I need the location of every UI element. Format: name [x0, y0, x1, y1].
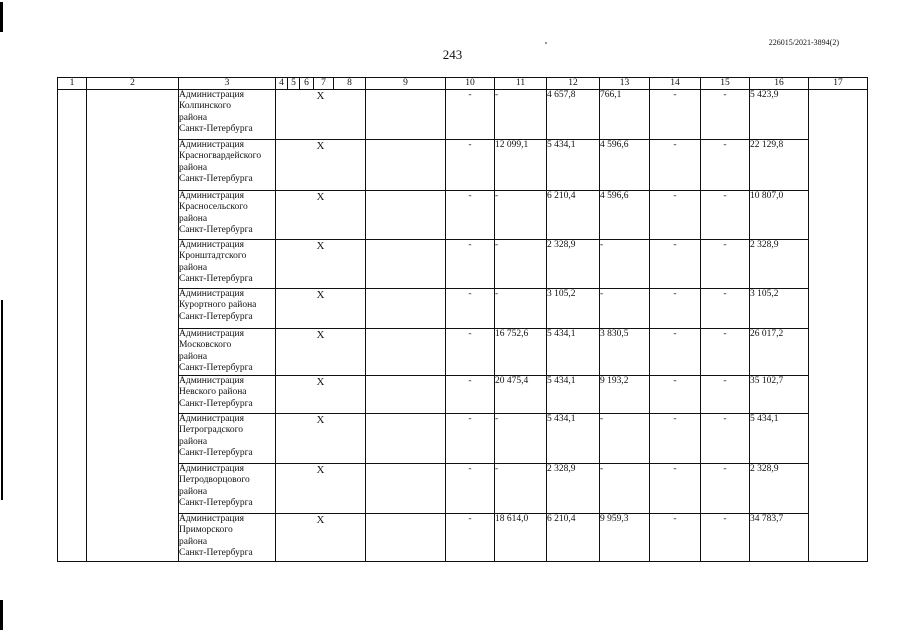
mark-cell: Х	[276, 414, 366, 464]
col13-cell: -	[600, 289, 650, 329]
col1-cell	[58, 414, 87, 464]
column-header: 10	[446, 78, 495, 90]
col9-cell	[366, 329, 446, 376]
col10-cell: -	[446, 240, 495, 289]
organization-line: Администрация	[179, 329, 244, 339]
organization-line: района	[179, 162, 208, 173]
mark-cell: Х	[276, 90, 366, 140]
organization-line: района	[179, 436, 208, 447]
col12-cell: 2 328,9	[547, 240, 600, 289]
col10-cell: -	[446, 514, 495, 562]
col11-cell: 18 614,0	[495, 514, 547, 562]
table-row	[58, 514, 868, 562]
col12-cell: 3 105,2	[547, 289, 600, 329]
col14-cell: -	[650, 191, 701, 240]
mark-cell: Х	[276, 191, 366, 240]
col11-cell: -	[495, 240, 547, 289]
header-row	[58, 78, 868, 90]
organization-cell	[179, 414, 276, 464]
organization-line: Петроградского	[179, 425, 244, 436]
col15-cell: -	[701, 329, 750, 376]
col13-cell: -	[600, 240, 650, 289]
col11-cell: -	[495, 90, 547, 140]
col9-cell	[366, 140, 446, 191]
page-number: 243	[442, 47, 463, 62]
table-row	[58, 414, 868, 464]
col13-cell: -	[600, 464, 650, 514]
col9-cell	[366, 514, 446, 562]
col2-cell	[87, 376, 179, 414]
col11-cell: 16 752,6	[495, 329, 547, 376]
organization-line: Петродворцового	[179, 475, 250, 486]
col11-cell: 20 475,4	[495, 376, 547, 414]
organization-line: Администрация	[179, 464, 244, 474]
col16-cell: 35 102,7	[750, 376, 809, 414]
organization-line: Приморского	[179, 525, 233, 536]
document-code: 226015/2021-3894(2)	[768, 38, 839, 47]
table-row	[58, 376, 868, 414]
column-header: 5	[288, 78, 300, 89]
mark-cell: Х	[276, 289, 366, 329]
col2-cell	[87, 191, 179, 240]
organization-line: Санкт-Петербурга	[179, 124, 253, 135]
col12-cell: 2 328,9	[547, 464, 600, 514]
col11-cell: -	[495, 289, 547, 329]
col9-cell	[366, 464, 446, 514]
col2-cell	[87, 140, 179, 191]
col11-cell: 12 099,1	[495, 140, 547, 191]
col17-cell	[809, 329, 868, 376]
column-header: 9	[366, 78, 446, 90]
col15-cell: -	[701, 240, 750, 289]
organization-cell	[179, 240, 276, 289]
col15-cell: -	[701, 376, 750, 414]
organization-line: Санкт-Петербурга	[179, 548, 253, 559]
organization-cell	[179, 376, 276, 414]
organization-line: Администрация	[179, 289, 244, 299]
organization-line: Колпинского	[179, 101, 231, 112]
col10-cell: -	[446, 289, 495, 329]
col1-cell	[58, 376, 87, 414]
col12-cell: 5 434,1	[547, 376, 600, 414]
col12-cell: 6 210,4	[547, 514, 600, 562]
col1-cell	[58, 240, 87, 289]
column-header: 11	[495, 78, 547, 90]
col14-cell: -	[650, 140, 701, 191]
column-header: 3	[179, 78, 276, 90]
col17-cell	[809, 140, 868, 191]
col10-cell: -	[446, 90, 495, 140]
organization-line: района	[179, 486, 208, 497]
organization-line: Санкт-Петербурга	[179, 225, 253, 236]
col14-cell: -	[650, 376, 701, 414]
col11-cell: -	[495, 414, 547, 464]
organization-cell	[179, 329, 276, 376]
col13-cell: -	[600, 414, 650, 464]
organization-line: района	[179, 112, 208, 123]
table-row	[58, 289, 868, 329]
organization-line: Невского района	[179, 387, 247, 398]
col9-cell	[366, 90, 446, 140]
organization-line: Администрация	[179, 376, 244, 386]
col1-cell	[58, 191, 87, 240]
mark-cell: Х	[276, 376, 366, 414]
organization-cell	[179, 90, 276, 140]
column-header: 15	[701, 78, 750, 90]
col2-cell	[87, 414, 179, 464]
col16-cell: 34 783,7	[750, 514, 809, 562]
col2-cell	[87, 329, 179, 376]
col10-cell: -	[446, 376, 495, 414]
col15-cell: -	[701, 514, 750, 562]
col17-cell	[809, 414, 868, 464]
col13-cell: 9 959,3	[600, 514, 650, 562]
col1-cell	[58, 329, 87, 376]
col12-cell: 6 210,4	[547, 191, 600, 240]
scan-edge-mark	[0, 2, 3, 32]
col1-cell	[58, 514, 87, 562]
col1-cell	[58, 140, 87, 191]
col10-cell: -	[446, 140, 495, 191]
col12-cell: 5 434,1	[547, 329, 600, 376]
col16-cell: 22 129,8	[750, 140, 809, 191]
col15-cell: -	[701, 414, 750, 464]
organization-line: Санкт-Петербурга	[179, 311, 253, 322]
col2-cell	[87, 514, 179, 562]
organization-line: Администрация	[179, 414, 244, 424]
mark-cell: Х	[276, 240, 366, 289]
col13-cell: 4 596,6	[600, 191, 650, 240]
column-header: 6	[300, 78, 314, 89]
col17-cell	[809, 376, 868, 414]
col14-cell: -	[650, 90, 701, 140]
col13-cell: 766,1	[600, 90, 650, 140]
col16-cell: 3 105,2	[750, 289, 809, 329]
col17-cell	[809, 464, 868, 514]
scan-edge-mark	[0, 600, 3, 630]
organization-cell	[179, 140, 276, 191]
col12-cell: 4 657,8	[547, 90, 600, 140]
col14-cell: -	[650, 414, 701, 464]
col16-cell: 26 017,2	[750, 329, 809, 376]
mark-cell: Х	[276, 464, 366, 514]
organization-line: Санкт-Петербурга	[179, 274, 253, 285]
mark-cell: Х	[276, 514, 366, 562]
column-header: 16	[750, 78, 809, 90]
col11-cell: -	[495, 191, 547, 240]
mark-cell: Х	[276, 140, 366, 191]
col17-cell	[809, 289, 868, 329]
organization-line: Курортного района	[179, 300, 257, 311]
col9-cell	[366, 414, 446, 464]
organization-line: Санкт-Петербурга	[179, 448, 253, 459]
table-row	[58, 90, 868, 140]
col10-cell: -	[446, 414, 495, 464]
column-header: 2	[87, 78, 179, 90]
col17-cell	[809, 514, 868, 562]
col12-cell: 5 434,1	[547, 414, 600, 464]
organization-line: Московского	[179, 340, 232, 351]
table-row	[58, 240, 868, 289]
col14-cell: -	[650, 464, 701, 514]
table-row	[58, 140, 868, 191]
organization-line: Администрация	[179, 191, 244, 201]
col13-cell: 3 830,5	[600, 329, 650, 376]
col15-cell: -	[701, 464, 750, 514]
col10-cell: -	[446, 191, 495, 240]
col2-cell	[87, 240, 179, 289]
col16-cell: 5 423,9	[750, 90, 809, 140]
mark-cell: Х	[276, 329, 366, 376]
col1-cell	[58, 464, 87, 514]
column-header: 12	[547, 78, 600, 90]
col11-cell: -	[495, 464, 547, 514]
organization-cell	[179, 289, 276, 329]
column-header-group	[276, 78, 366, 90]
col15-cell: -	[701, 191, 750, 240]
organization-cell	[179, 191, 276, 240]
col10-cell: -	[446, 464, 495, 514]
col17-cell	[809, 191, 868, 240]
col10-cell: -	[446, 329, 495, 376]
column-header: 14	[650, 78, 701, 90]
column-header: 17	[809, 78, 868, 90]
col2-cell	[87, 464, 179, 514]
col12-cell: 5 434,1	[547, 140, 600, 191]
col2-cell	[87, 90, 179, 140]
column-header: 1	[58, 78, 87, 90]
organization-line: Санкт-Петербурга	[179, 174, 253, 185]
col16-cell: 2 328,9	[750, 240, 809, 289]
col14-cell: -	[650, 514, 701, 562]
organization-line: Санкт-Петербурга	[179, 398, 253, 409]
organization-line: Санкт-Петербурга	[179, 363, 253, 374]
col1-cell	[58, 90, 87, 140]
col17-cell	[809, 240, 868, 289]
col9-cell	[366, 289, 446, 329]
organization-line: Санкт-Петербурга	[179, 498, 253, 509]
column-header: 13	[600, 78, 650, 90]
col13-cell: 9 193,2	[600, 376, 650, 414]
organization-line: Администрация	[179, 514, 244, 524]
organization-line: района	[179, 262, 208, 273]
col15-cell: -	[701, 140, 750, 191]
organization-line: района	[179, 536, 208, 547]
organization-line: Кронштадтского	[179, 251, 247, 262]
column-header: 7	[314, 78, 334, 89]
col16-cell: 2 328,9	[750, 464, 809, 514]
col16-cell: 5 434,1	[750, 414, 809, 464]
scan-edge-mark	[1, 300, 3, 500]
col2-cell	[87, 289, 179, 329]
organization-line: Красносельского	[179, 202, 248, 213]
organization-cell	[179, 514, 276, 562]
col16-cell: 10 807,0	[750, 191, 809, 240]
budget-table	[57, 77, 868, 562]
table-row	[58, 464, 868, 514]
organization-line: района	[179, 213, 208, 224]
col17-cell	[809, 90, 868, 140]
table-row	[58, 191, 868, 240]
scan-speck	[545, 42, 547, 44]
organization-line: Администрация	[179, 140, 244, 150]
organization-line: Администрация	[179, 240, 244, 250]
col15-cell: -	[701, 289, 750, 329]
col13-cell: 4 596,6	[600, 140, 650, 191]
organization-line: района	[179, 351, 208, 362]
col9-cell	[366, 376, 446, 414]
col9-cell	[366, 191, 446, 240]
col14-cell: -	[650, 289, 701, 329]
column-header: 4	[276, 78, 288, 89]
col1-cell	[58, 289, 87, 329]
table-row	[58, 329, 868, 376]
column-header: 8	[347, 78, 352, 88]
col15-cell: -	[701, 90, 750, 140]
col14-cell: -	[650, 240, 701, 289]
organization-line: Администрация	[179, 90, 244, 100]
organization-line: Красногвардейского	[179, 151, 262, 162]
organization-cell	[179, 464, 276, 514]
col9-cell	[366, 240, 446, 289]
col14-cell: -	[650, 329, 701, 376]
